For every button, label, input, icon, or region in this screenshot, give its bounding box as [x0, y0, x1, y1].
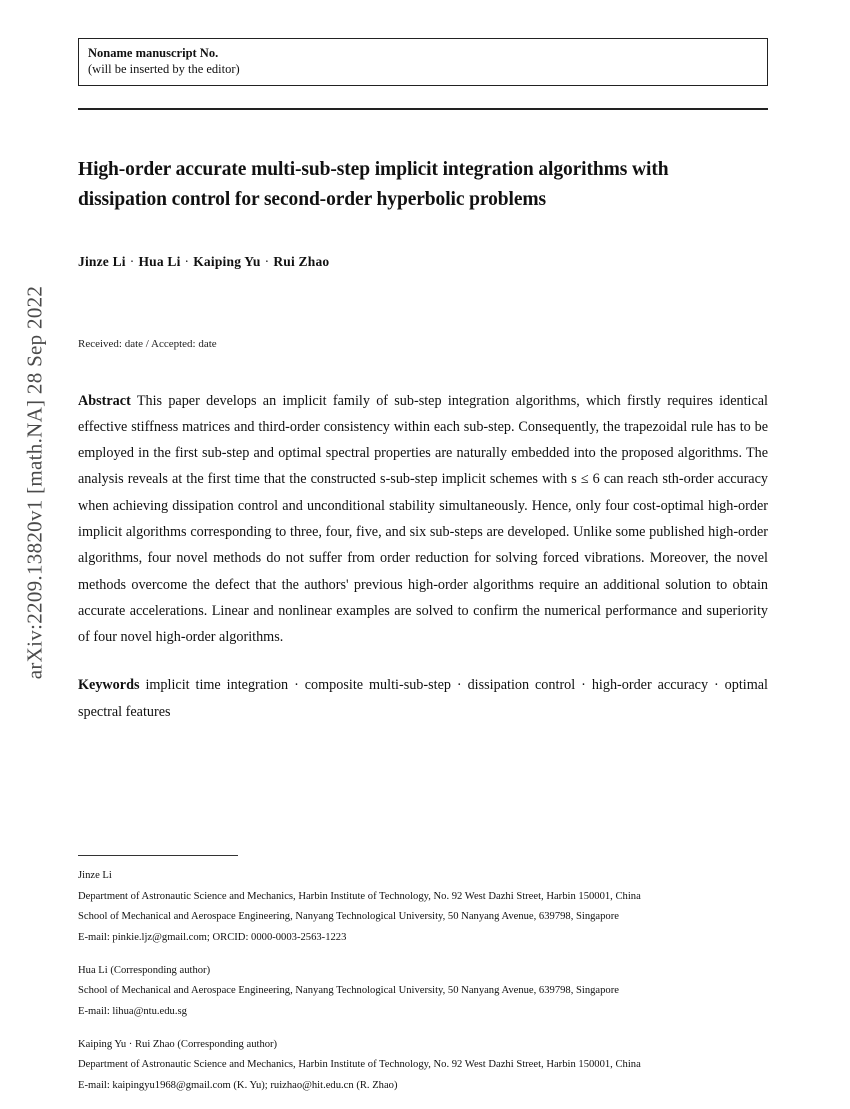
author-name: Kaiping Yu	[193, 253, 261, 269]
affiliation-author: Hua Li (Corresponding author)	[78, 964, 211, 976]
paper-content	[78, 38, 778, 725]
author-name: Rui Zhao	[273, 253, 330, 269]
affiliation-author: Kaiping Yu · Rui Zhao (Corresponding author)	[78, 1038, 278, 1050]
abstract-text: This paper develops an implicit family of sub-step integration algorithms, which firstly requires identical effective stiffness matrices and third-order consistency within each sub-step. Consequently, the trapezoidal rule has to be employed in the first sub-step and optimal spectral properties are naturally embedded into the proposed algorithms. The analysis reveals at the first time that the constructed s-sub-step implicit schemes with s ≤ 6 can reach sth-order accuracy when achieving dissipation control and unconditional stability simultaneously. Hence, only four cost-optimal high-order implicit algorithms corresponding to three, four, five, and six sub-steps are developed. Unlike some published high-order algorithms, four novel methods do not suffer from order reduction for solving forced vibrations. Moreover, the novel methods overcome the defect that the authors' previous high-order algorithms require an additional solution to obtain accurate accelerations. Linear and nonlinear examples are solved to confirm the numerical performance and superiority of four novel high-order algorithms.	[78, 392, 769, 646]
header-divider	[78, 108, 768, 110]
affiliation-line: School of Mechanical and Aerospace Engineering, Nanyang Technological University, 50 Nanyang Avenue, 639798, Singapore	[78, 911, 619, 923]
keywords-text: implicit time integration · composite multi-sub-step · dissipation control · high-order accuracy · optimal spectral features	[78, 677, 768, 720]
manuscript-number-note: (will be inserted by the editor)	[88, 61, 240, 76]
author-separator: ·	[264, 253, 270, 269]
abstract-label: Abstract	[78, 392, 131, 409]
affiliations-block	[78, 866, 778, 1109]
footnote-divider	[78, 855, 238, 856]
keywords-label: Keywords	[78, 677, 140, 694]
affiliation-group	[78, 1035, 778, 1097]
arxiv-identifier: arXiv:2209.13820v1 [math.NA] 28 Sep 2022	[22, 285, 47, 680]
affiliation-author: Jinze Li	[78, 870, 112, 881]
affiliation-line: Department of Astronautic Science and Mechanics, Harbin Institute of Technology, No. 92 West Dazhi Street, Harbin 150001, China	[78, 890, 641, 902]
keywords-section	[78, 672, 768, 725]
author-separator: ·	[184, 253, 190, 269]
affiliation-group	[78, 866, 778, 949]
abstract-section	[78, 388, 768, 651]
affiliation-email: E-mail: lihua@ntu.edu.sg	[78, 1005, 187, 1017]
author-separator: ·	[129, 253, 135, 269]
arxiv-stamp	[0, 0, 66, 1100]
received-accepted-dates: Received: date / Accepted: date	[78, 337, 217, 350]
affiliation-email: E-mail: pinkie.ljz@gmail.com; ORCID: 0000-0003-2563-1223	[78, 931, 347, 943]
manuscript-number-box	[78, 38, 768, 86]
author-name: Jinze Li	[78, 253, 126, 269]
manuscript-number-label: Noname manuscript No.	[88, 46, 219, 60]
paper-page	[66, 0, 850, 1100]
author-name: Hua Li	[138, 253, 181, 269]
affiliation-email: E-mail: kaipingyu1968@gmail.com (K. Yu); ruizhao@hit.edu.cn (R. Zhao)	[78, 1079, 398, 1091]
affiliation-line: School of Mechanical and Aerospace Engineering, Nanyang Technological University, 50 Nanyang Avenue, 639798, Singapore	[78, 985, 619, 997]
affiliation-line: Department of Astronautic Science and Mechanics, Harbin Institute of Technology, No. 92 West Dazhi Street, Harbin 150001, China	[78, 1059, 641, 1071]
author-list	[78, 254, 778, 270]
affiliation-group	[78, 961, 778, 1023]
page-title: High-order accurate multi-sub-step implicit integration algorithms with dissipation control for second-order hyperbolic problems	[78, 159, 669, 211]
